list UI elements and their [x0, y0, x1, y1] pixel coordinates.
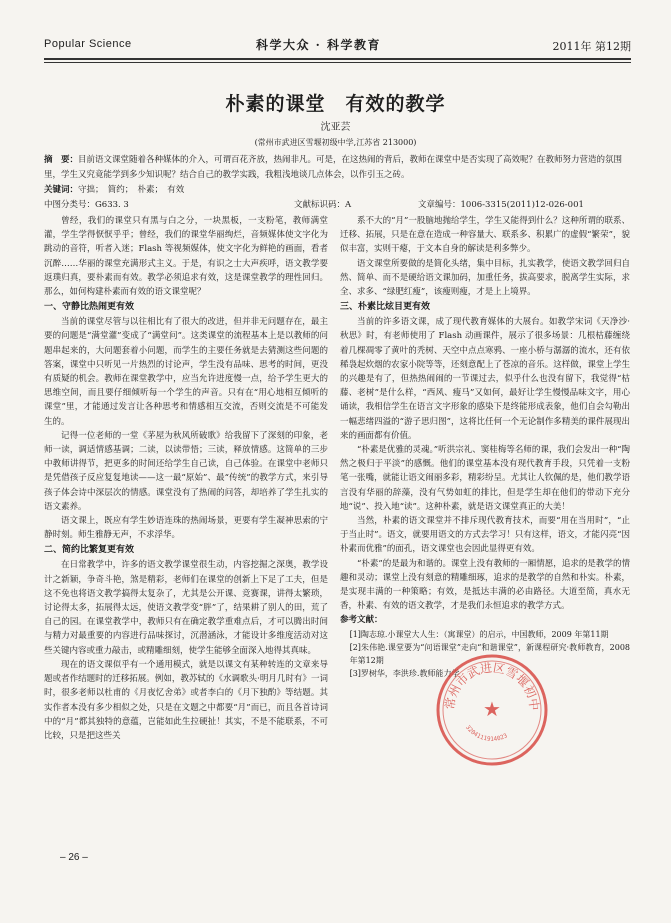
header-journal-en: Popular Science [44, 38, 132, 50]
references-heading: 参考文献： [340, 615, 383, 626]
body-paragraph: 系不大的“月”一股脑地抛给学生，学生又能得到什么？这种所谓的联系、迁移、拓展，只是在意在造成一种容量大、联系多、积累广的虚假“繁荣”，貌似丰富，实则干瘪，于文本自身的解读是利多弊少。 [340, 216, 630, 255]
body-paragraph: “朴素是优雅的灵魂。”听洪宗礼、窦桂梅等名师的课，我们会发出一种“陶然之极归于平淡”的感慨。他们的课堂基本没有现代教育手段，只凭着一支粉笔一张嘴，就能让语文闹丽多彩，精彩纷呈。尤其让人钦佩的是，他们教学语言没有华丽的辞藻，没有气势如虹的排比，但是学生却在他们的带动下充分地“说”、投入地“读”。这种朴素，就是语文课堂真正的大美！ [340, 445, 630, 512]
body-paragraph: 语文课上，既应有学生妙语连珠的热闹场景，更要有学生凝神思索的宁静时刻。师生雅静无声，不求浮华。 [44, 516, 328, 541]
header-journal-cn: 科学大众 · 科学教育 [256, 38, 382, 52]
reference-item: [1]陶志琼.小课堂大人生：（寓课堂）的启示，中国教师，2009 年第11期 [349, 629, 609, 639]
body-paragraph: 曾经，我们的课堂只有黑与白之分，一块黑板，一支粉笔，教师满堂灌，学生学得恹恹乎乎；曾经，我们的课堂华丽绚烂，音频媒体使文字化为跳动的音符，听者入迷；Flash 等视频媒体，使文字化为鲜艳的画面，看者沉醉……华丽的课堂充满形式主义。于是，有识之士大声疾呼，语文教学要返璞归真，要朴素而有效。教学必须追求有效，这是课堂教学的理性回归。那么，如何构建朴素而有效的语文课堂呢？ [44, 216, 328, 298]
header-rule-thin [44, 62, 631, 63]
body-paragraph: 语文课堂所要做的是简化头绪，集中目标，扎实教学，使语文教学回归自然、简单、而不是硬给语文课加码，加重任务，拔高要求，脱离学生实际，求全、求多、“绿肥红瘦”，该瘦则瘦，才是上上境界。 [340, 258, 630, 298]
reference-item: [2]朱伟艳.课堂要为“问语课堂”走向“和谐课堂”，新课程研究·教师教育，2008 年第12期 [349, 642, 630, 665]
body-column-left [44, 214, 328, 830]
body-paragraph: 当前的课堂尽管与以往相比有了很大的改进，但并非无问题存在，最主要的问题是“满堂灌”变成了“满堂问”。这类课堂的流程基本上是以教师的问题串起来的，大问题套着小问题，而学生的主要任务就是去猜测这些问题的答案，课堂中只听见一片热烈的讨论声，学生没有品味、思考的时间，更没有质疑的机会。教师在课堂教学中，应当允许进度慢一点，给予学生更大的思维空间，而且要仔细倾听每一个学生的声音。只有在“用心地相互倾听的课堂”里，才能通过发言让各种思考和情感相互交流，否则交流是不可能发生的。 [44, 317, 328, 427]
keywords-label: 关键词： [44, 185, 79, 195]
author-affiliation: (常州市武进区雪堰初级中学,江苏省 213000) [254, 138, 417, 147]
header-rule-thick [44, 58, 631, 60]
body-paragraph: 记得一位老师的一堂《茅屋为秋风所破歌》给我留下了深刻的印象，老师一读，调适情感基调；二读，以读带悟；三读，释放情感。这简单的三步中教师讲得节，把更多的时间还给学生自己读，自己体验。在课堂中老师只是凭借孩子反应复复地读——这一最“原始”、最“传统”的教学方式，来引导孩子体会诗中深层次的情感。课堂没有了热闹的问答，却培养了学生扎实的语文素养。 [44, 430, 328, 512]
body-paragraph: 现在的语文课似乎有一个通用模式，就是以课文有某种转连的文章来导题或者作结题时的迁移拓展。例如，教苏轼的《水调歌头·明月几时有》一词时，很多老师以杜甫的《月夜忆舍弟》或者李白的《月下独酌》等结题。其实作者本没有多少相似之处，只是在文题之中都要“月”而已，而且各首诗词中的“月”都其独特的意蕴，岂能如此生拉硬扯！其实，不是不能联系，不可比较，只是把这些关 [44, 659, 328, 741]
svg-text:常州市武进区雪堰初中: 常州市武进区雪堰初中 [442, 660, 542, 712]
body-column-right [340, 214, 630, 840]
classification-line [44, 198, 630, 212]
running-header [44, 36, 631, 56]
body-paragraph: “朴素”的是最为和谐的。课堂上没有教师的一厢情愿，追求的是教学的情趣和灵动；课堂上没有刻意的精雕细琢，追求的是教学的自然和朴实。朴素，是实现丰满的一种策略；有效，是抵达丰满的必由路径。大道至简，真水无香，朴素、有效的语文教学，才是我们永恒追求的教学方式。 [340, 558, 630, 612]
section-heading: 二、简约比繁复更有效 [44, 545, 135, 556]
section-heading: 三、朴素比炫目更有效 [340, 302, 431, 313]
page-number: – 26 – [60, 852, 88, 863]
reference-item: [3]罗树华，李洪珍.教师能力学 [349, 668, 460, 678]
body-paragraph: 当然，朴素的语文课堂并不排斥现代教育技术，而要“用在当用时”，“止于当止时”。语文，就要用语文的方式去学习！只有这样，语文，才能闪亮“因朴素而优雅”的面孔，语文课堂也会因此显得更有效。 [340, 516, 630, 555]
svg-text:★: ★ [483, 697, 501, 721]
body-paragraph: 当前的许多语文课，成了现代教育媒体的大展台。如教学宋词《天净沙·秋思》时，有老师使用了 Flash 动画课件，展示了很多场景：几根枯藤缠绕着几棵凋零了黄叶的秃树、天空中点点寒鸦、一座小桥与潺潺的流水，还有依稀袅起炊烟的农家小院等等，还刻意配上了苍凉的音乐。这样做，课堂上学生的兴趣是有了，但热热闹闹的一节课过去，似乎什么也没有留下，我觉得“枯藤、老树”是什么样，“西风、瘦马”又如何，最好让学生慢慢品味文字，用心诵读，我相信学生在语言文字形象的感染下是终能形成表象，他们自会勾勒出一幅悲绪四溢的“游子思归图”，这将比任何一个无论制作多精美的课件展现出来的画面都有价值。 [340, 317, 630, 441]
keywords-text: 守拙； 简约； 朴素； 有效 [78, 185, 185, 195]
clc-number: 中图分类号：G633. 3 [44, 200, 129, 210]
article-author: 沈亚芸 [320, 122, 351, 133]
body-paragraph: 在日常教学中，许多的语文教学课堂很生动，内容挖掘之深奥，教学设计之新颖，争奇斗艳，煞是精彩，老师们在课堂的创新上下足了工夫，但是这不免也将语文教学搞得太复杂了，尤其是公开课、竞赛课，讲得太繁琐，讨论得太多，拓展得太远，使语文教学变“胖”了，结果耕了别人的田，荒了自己的园。在课堂教学中，教师只有在确定教学重难点后，才可以腾出时间与精力对最重要的内容进行品味探讨，沉潜涵泳，才能设计多维度活动对这些关键内容或重力敲击，或精雕细刻，使学生能够全面深入地得其真味。 [44, 560, 328, 656]
svg-text:3204111914023: 3204111914023 [464, 724, 509, 743]
header-issue: 2011年 第12期 [552, 40, 631, 53]
article-title: 朴素的课堂 有效的教学 [225, 93, 446, 115]
article-number: 文章编号：1006-3315(2011)12-026-001 [418, 200, 584, 210]
abstract [44, 153, 630, 183]
abstract-label: 摘 要： [44, 155, 79, 165]
document-code: 文献标识码：A [294, 200, 352, 210]
abstract-text: 目前语文课堂随着各种媒体的介入，可谓百花齐放，热闹非凡。可是，在这热闹的背后，教师在课堂中是否实现了高效呢？在教师努力营造的氛围里，学生又究竟能学到多少知识呢？结合自己的教学实践，我粗浅地谈几点体会，以作引玉之砖。 [44, 155, 623, 180]
section-heading: 一、守静比热闹更有效 [44, 302, 135, 313]
keywords [44, 183, 630, 197]
